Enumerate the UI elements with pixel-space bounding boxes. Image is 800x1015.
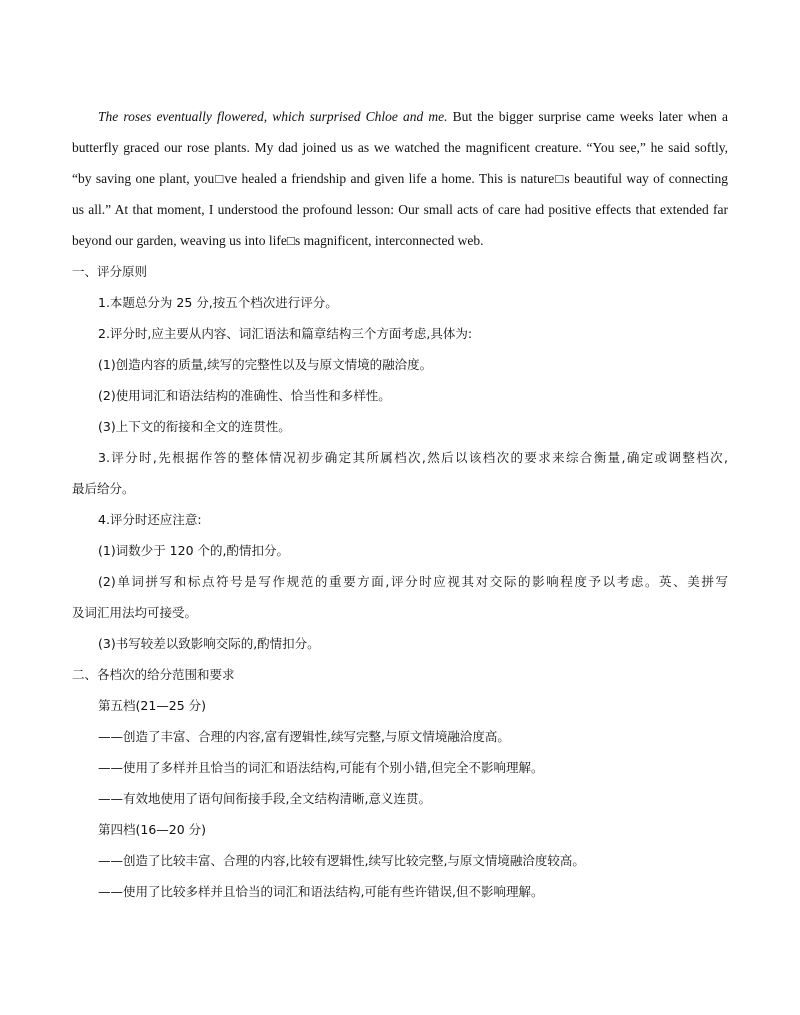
rule-item: (2)使用词汇和语法结构的准确性、恰当性和多样性。 — [98, 388, 391, 403]
band-point: ——创造了丰富、合理的内容,富有逻辑性,续写完整,与原文情境融洽度高。 — [98, 729, 510, 744]
passage-line: “by saving one plant, you□ve healed a friendship and given life a home. This is nature□s beautiful way of connecting — [72, 171, 728, 186]
rule-item: (2)单词拼写和标点符号是写作规范的重要方面,评分时应视其对交际的影响程度予以考虑。英、美拼写 — [98, 574, 728, 589]
passage-line: beyond our garden, weaving us into life□s magnificent, interconnected web. — [72, 233, 484, 248]
rule-item: (3)上下文的衔接和全文的连贯性。 — [98, 419, 291, 434]
passage-line: us all.” At that moment, I understood the profound lesson: Our small acts of care had positive effects that extended far — [72, 202, 728, 217]
section-heading: 二、各档次的给分范围和要求 — [72, 667, 235, 682]
band-title: 第五档(21—25 分) — [98, 698, 207, 713]
rule-item-continued: 最后给分。 — [72, 481, 135, 496]
passage-line: butterfly graced our rose plants. My dad joined us as we watched the magnificent creature. “You see,” he said softly, — [72, 140, 728, 155]
rule-item: (1)创造内容的质量,续写的完整性以及与原文情境的融洽度。 — [98, 357, 433, 372]
passage-italic-sentence: The roses eventually flowered, which surprised Chloe and me. — [98, 109, 448, 124]
passage-text: But the bigger surprise came weeks later when a — [447, 109, 728, 124]
rule-item-continued: 及词汇用法均可接受。 — [72, 605, 198, 620]
band-point: ——使用了比较多样并且恰当的词汇和语法结构,可能有些许错误,但不影响理解。 — [98, 884, 544, 899]
rule-item: (1)词数少于 120 个的,酌情扣分。 — [98, 543, 289, 558]
band-point: ——有效地使用了语句间衔接手段,全文结构清晰,意义连贯。 — [98, 791, 431, 806]
band-point: ——创造了比较丰富、合理的内容,比较有逻辑性,续写比较完整,与原文情境融洽度较高。 — [98, 853, 585, 868]
band-point: ——使用了多样并且恰当的词汇和语法结构,可能有个别小错,但完全不影响理解。 — [98, 760, 544, 775]
passage-line — [72, 101, 728, 132]
document-page — [72, 101, 728, 907]
band-title: 第四档(16—20 分) — [98, 822, 207, 837]
rule-item: (3)书写较差以致影响交际的,酌情扣分。 — [98, 636, 320, 651]
rule-item: 2.评分时,应主要从内容、词汇语法和篇章结构三个方面考虑,具体为: — [98, 326, 473, 341]
rule-item: 1.本题总分为 25 分,按五个档次进行评分。 — [98, 295, 338, 310]
rule-item: 4.评分时还应注意: — [98, 512, 202, 527]
rule-item: 3.评分时,先根据作答的整体情况初步确定其所属档次,然后以该档次的要求来综合衡量,确定或调整档次, — [98, 450, 728, 465]
section-heading: 一、评分原则 — [72, 264, 148, 279]
